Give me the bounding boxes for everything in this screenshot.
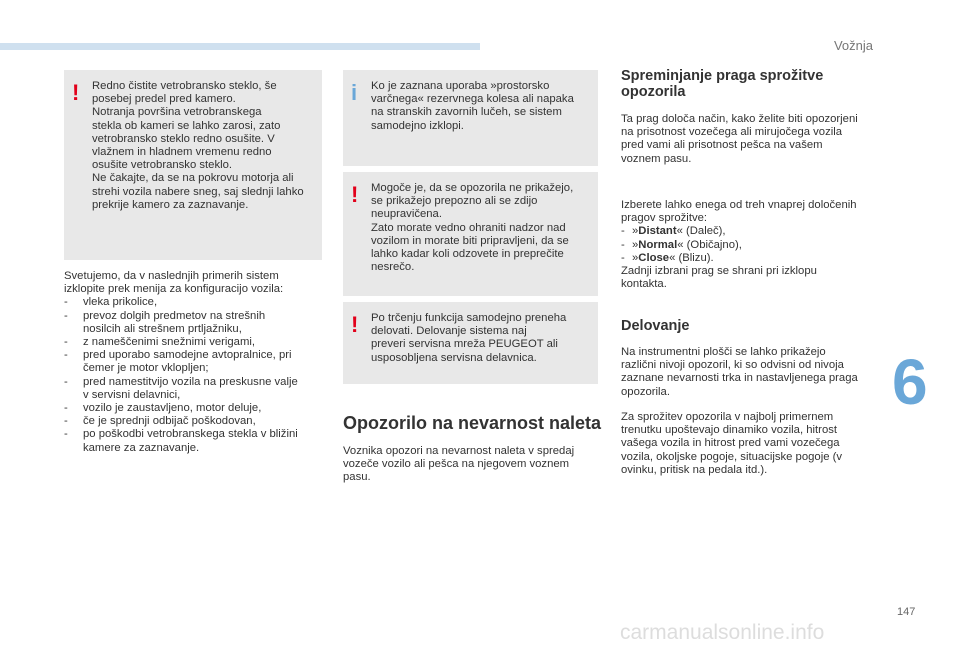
threshold-translation: « (Običajno), [677, 238, 742, 251]
text-line: pasu. [343, 471, 371, 484]
threshold-item [621, 225, 886, 238]
text-line: Na instrumentni plošči se lahko prikažejo [621, 346, 826, 358]
quote-open: » [632, 225, 639, 238]
configuration-intro [64, 270, 324, 455]
threshold-item [621, 239, 886, 252]
list-dash: - [64, 349, 68, 362]
list-dash: - [621, 251, 625, 264]
threshold-description [621, 113, 886, 166]
list-item-text: po poškodbi vetrobranskega stekla v bližini [83, 428, 298, 441]
text-line: Izberete lahko enega od treh vnaprej določenih [621, 199, 857, 211]
text-line: samodejno izklopi. [371, 119, 464, 132]
chapter-tab-number: 6 [892, 346, 928, 418]
threshold-translation: « (Blizu). [669, 251, 714, 264]
space-saver-info [343, 70, 598, 166]
header-bar [0, 43, 480, 50]
deactivation-list [64, 296, 324, 454]
text-line: delovati. Delovanje sistema naj [371, 325, 527, 338]
text-line: na prisotnost vozečega ali mirujočega vozila [621, 126, 843, 139]
text-line: trenutku upoštevajo dinamiko vozila, hitrost [621, 424, 838, 437]
quote-open: » [632, 238, 639, 251]
text-line: zaznane nevarnosti trka in nastavljenega praga [621, 372, 858, 385]
text-line: se prikažejo prepozno ali se zdijo [371, 195, 538, 208]
list-item [64, 349, 324, 362]
operation-description [621, 346, 886, 399]
text-line: Spreminjanje praga sprožitve [621, 68, 824, 84]
list-dash: - [64, 428, 68, 441]
camera-cleaning-warning [64, 70, 322, 260]
list-item-text: z nameščenimi snežnimi verigami, [83, 336, 256, 349]
text-line: Ta prag določa način, kako želite biti opozorjeni [621, 113, 858, 125]
text-line: vozilom in morate biti pripravljeni, da se [371, 234, 569, 247]
text-line: vlažnem in hladnem vremenu redno [92, 146, 272, 159]
warning-text [371, 312, 590, 365]
text-line: osušite vetrobransko steklo. [92, 159, 233, 172]
threshold-name: Distant [638, 225, 677, 238]
list-item [64, 428, 324, 441]
list-item-text: čemer je motor vklopljen; [83, 362, 209, 375]
text-line: prekrije kamero za zaznavanje. [92, 198, 249, 211]
text-line: Ko je zaznana uporaba »prostorsko [371, 80, 550, 92]
list-dash: - [64, 415, 68, 428]
list-item-text: vleka prikolice, [83, 296, 158, 309]
list-dash: - [64, 309, 68, 322]
list-item-text: pred uporabo samodejne avtopralnice, pri [83, 349, 292, 362]
text-line: Voznika opozori na nevarnost naleta v spredaj [343, 445, 575, 457]
list-item [64, 442, 324, 455]
text-line: Zadnji izbrani prag se shrani pri izklopu [621, 265, 817, 278]
text-line: Po trčenju funkcija samodejno preneha [371, 312, 567, 324]
list-item [64, 389, 324, 402]
text-line: Notranja površina vetrobranskega [92, 106, 262, 119]
info-text [371, 80, 590, 133]
section-heading-operation: Delovanje [621, 318, 690, 334]
list-item-text: v servisni delavnici, [83, 388, 181, 401]
text-line: izklopite prek menija za konfiguracijo vozila: [64, 283, 284, 296]
text-line: vašega vozila in hitrost pred vami vozečega [621, 437, 840, 450]
text-line: stekla ob kameri se lahko zarosi, zato [92, 119, 281, 132]
text-line: neupravičena. [371, 208, 442, 221]
list-item-text: če je sprednji odbijač poškodovan, [83, 415, 256, 428]
list-item-text: vozilo je zaustavljeno, motor deluje, [83, 402, 262, 415]
text-line: Redno čistite vetrobransko steklo, še [92, 80, 277, 92]
section-heading-collision-risk: Opozorilo na nevarnost naleta [343, 413, 602, 433]
alert-reliability-warning [343, 172, 598, 296]
info-icon: i [351, 80, 358, 105]
text-line: pragov sprožitve: [621, 212, 708, 225]
collision-service-warning [343, 302, 598, 384]
list-item [64, 323, 324, 336]
page-number: 147 [897, 606, 916, 618]
list-dash: - [64, 402, 68, 415]
text-line: opozorila. [621, 385, 670, 398]
text-line: opozorila [621, 84, 686, 100]
text-line: Mogoče je, da se opozorila ne prikažejo, [371, 182, 574, 194]
list-dash: - [621, 238, 625, 251]
list-item-text: nosilcih ali strešnem prtljažniku, [83, 322, 242, 335]
list-item [64, 310, 324, 323]
list-item [64, 336, 324, 349]
threshold-item [621, 252, 886, 265]
collision-risk-description [343, 445, 603, 485]
text-line: različni nivoji opozoril, ki so odvisni od nivoja [621, 359, 844, 372]
list-item [64, 415, 324, 428]
list-item [64, 376, 324, 389]
text-line: na stranskih zavornih lučeh, se sistem [371, 106, 562, 119]
text-line: vozila, okoljske pogoje, situacijske pogoje (v [621, 450, 843, 463]
text-line: strehi vozila nabere sneg, saj slednji lahko [92, 185, 304, 198]
text-line: vetrobransko steklo redno osušite. V [92, 132, 275, 145]
chapter-title: Vožnja [833, 38, 873, 53]
operation-details [621, 411, 886, 477]
list-item [64, 402, 324, 415]
warning-text [92, 80, 314, 212]
text-line: Svetujemo, da v naslednjih primerih sistem [64, 270, 279, 282]
text-line: posebej predel pred kamero. [92, 93, 236, 106]
list-item-text: pred namestitvijo vozila na preskusne valje [83, 375, 298, 388]
text-line: nesrečo. [371, 261, 415, 274]
text-line: varčnega« rezervnega kolesa ali napaka [371, 93, 574, 106]
warning-icon: ! [351, 312, 359, 337]
threshold-name: Normal [638, 238, 678, 251]
text-line: preveri servisna mreža PEUGEOT ali [371, 338, 558, 351]
list-dash: - [64, 375, 68, 388]
text-line: usposobljena servisna delavnica. [371, 351, 537, 364]
watermark: carmanualsonline.info [620, 621, 825, 644]
text-line: voznem pasu. [621, 152, 692, 165]
list-item [64, 296, 324, 309]
text-line: Zato morate vedno ohraniti nadzor nad [371, 221, 566, 234]
list-item [64, 362, 324, 375]
text-line: vozeče vozilo ali pešca na njegovem voznem [343, 458, 570, 471]
threshold-translation: « (Daleč), [676, 225, 726, 238]
text-line: pred vami ali prisotnost pešca na vašem [621, 139, 823, 152]
text-line: ovinku, pritisk na pedala itd.). [621, 463, 768, 476]
warning-text [371, 182, 590, 274]
section-heading-threshold [621, 68, 881, 100]
list-item-text: prevoz dolgih predmetov na strešnih [83, 309, 266, 322]
list-dash: - [64, 336, 68, 349]
threshold-selection [621, 199, 886, 291]
text-line: Za sprožitev opozorila v najbolj primernem [621, 411, 834, 423]
text-line: Ne čakajte, da se na pokrovu motorja ali [92, 172, 294, 185]
list-dash: - [621, 225, 625, 238]
warning-icon: ! [351, 182, 359, 207]
warning-icon: ! [72, 80, 80, 105]
threshold-list [621, 225, 886, 265]
list-dash: - [64, 296, 68, 309]
quote-open: » [632, 251, 639, 264]
threshold-name: Close [638, 251, 670, 264]
list-item-text: kamere za zaznavanje. [83, 441, 200, 454]
text-line: lahko kadar koli odzovete in preprečite [371, 248, 564, 261]
text-line: kontakta. [621, 278, 667, 291]
